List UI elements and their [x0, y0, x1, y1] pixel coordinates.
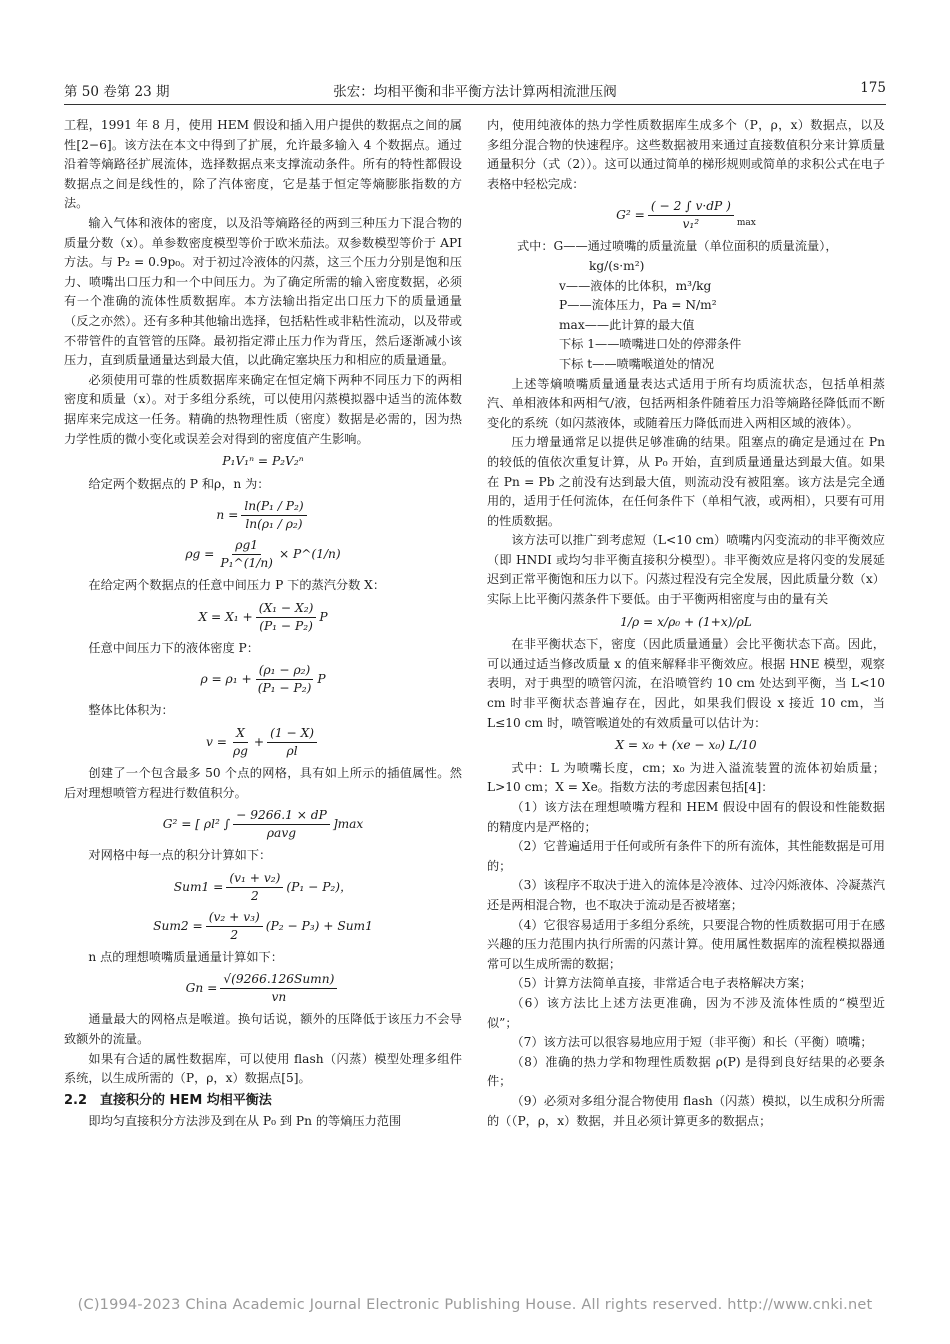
list-item: （4）它很容易适用于多组分系统，只要混合物的性质数据可用于在感兴趣的压力范围内执行所需的闪蒸计算。使用属性数据库的流程模拟器通常可以生成所需的数据；: [487, 917, 885, 971]
eq-numerator: ρg1: [232, 537, 261, 555]
eq-numerator: ( − 2 ∫ v·dP ): [648, 198, 734, 216]
eq-numerator: − 9266.1 × dP: [233, 807, 330, 825]
paragraph: 任意中间压力下的液体密度 P：: [88, 640, 259, 655]
eq-lhs: Sum2 =: [153, 918, 203, 933]
eq-denominator: 2: [230, 927, 239, 942]
definition-line: v——液体的比体积，m³/kg: [559, 278, 712, 293]
eq-denominator: ln(ρ₁ / ρ₂): [245, 517, 303, 532]
paragraph: 给定两个数据点的 P 和ρ，n 为：: [88, 476, 270, 491]
paragraph: 对网格中每一点的积分计算如下：: [88, 848, 272, 863]
eq-rhs: (P₂ − P₃) + Sum1: [265, 918, 373, 933]
list-item: （5）计算方法简单直接，非常适合电子表格解决方案；: [511, 976, 812, 991]
running-title: 张宏：均相平衡和非平衡方法计算两相流泄压阀: [333, 84, 617, 100]
paragraph: 必须使用可靠的性质数据库来确定在恒定熵下两种不同压力下的两相密度和质量（x）。对于多组分系统，可以使用闪蒸模拟器中适当的流体数据库来完成这一任务。精确的热物理性质（密度）数据是必需的，因为热力学性质的微小变化或误差会对得到的密度值产生影响。: [64, 372, 462, 446]
header-rule: [64, 104, 886, 105]
definition-line: 式中：G——通过喷嘴的质量流量（单位面积的质量流量），: [517, 239, 838, 254]
eq-rhs: ]max: [332, 816, 364, 831]
eq-denominator: vn: [271, 990, 287, 1005]
section-heading: 2.2 直接积分的 HEM 均相平衡法: [64, 1092, 272, 1108]
equation-polytropic: P₁V₁ⁿ = P₂V₂ⁿ: [222, 454, 304, 469]
eq-lhs: ρ = ρ₁ +: [200, 672, 252, 687]
eq-numerator: X: [233, 725, 248, 743]
eq-rhs: max: [736, 217, 756, 228]
eq-denominator: 2: [251, 888, 259, 903]
eq-lhs: Gn =: [185, 981, 218, 996]
definition-line: max——此计算的最大值: [559, 317, 695, 332]
eq-numerator: ln(P₁ / P₂): [241, 498, 306, 516]
list-item: （6）该方法比上述方法更准确，因为不涉及流体性质的“模型近似”；: [487, 995, 885, 1030]
eq-numerator: √(9266.126Sumn): [220, 971, 337, 989]
eq-numerator: (X₁ − X₂): [256, 600, 317, 618]
eq-numerator: (1 − X): [267, 725, 317, 743]
eq-lhs: G² = [ ρl² ∫: [162, 816, 231, 831]
list-item: （3）该程序不取决于进入的流体是冷液体、过冷闪烁液体、冷凝蒸汽还是两相混合物，也不取决于流动是否被堵塞；: [487, 878, 885, 912]
equation-rho-g: [64, 537, 462, 572]
eq-rhs: × P^(1/n): [278, 546, 341, 561]
paragraph: 在给定两个数据点的任意中间压力 P 下的蒸汽分数 X：: [88, 578, 386, 593]
page-header: [64, 80, 886, 102]
eq-lhs: v =: [205, 734, 227, 749]
equation-sum2: [64, 909, 462, 944]
eq-numerator: (ρ₁ − ρ₂): [256, 662, 314, 680]
paragraph: 该方法可以推广到考虑短（L<10 cm）喷嘴内闪变流动的非平衡效应（即 HNDI 或均匀非平衡直接积分模型）。非平衡效应是将闪变的发展延迟到正常平衡饱和压力以下。闪蒸过程没有完全发展，因此质量分数（x）实际上比平衡闪蒸条件下要低。由于平衡两相密度与由的量有关: [487, 533, 885, 607]
eq-denominator: v₁²: [682, 217, 700, 232]
eq-denominator: (P₁ − P₂): [259, 618, 313, 633]
definition-line: kg/(s·m²): [589, 258, 645, 273]
eq-operator: +: [253, 734, 265, 749]
paragraph: 如果有合适的属性数据库，可以使用 flash（闪蒸）模型处理多组件系统，以生成所需的（P，ρ，x）数据点[5]。: [64, 1051, 462, 1086]
eq-denominator: ρavg: [266, 826, 297, 841]
eq-lhs: Sum1 =: [173, 879, 224, 894]
eq-denominator: P₁^(1/n): [220, 556, 273, 571]
definition-line: 下标 1——喷嘴进口处的停滞条件: [559, 337, 742, 352]
paragraph: 上述等熵喷嘴质量通量表达式适用于所有均质流状态，包括单相蒸汽、单相液体和两相气/液，包括两相条件随着压力沿等熵路径降低而不断变化的系统（如闪蒸液体，或随着压力降低而进入两相区域的液体）。: [487, 376, 885, 430]
equation-specific-volume: [64, 725, 462, 760]
paragraph: 通量最大的网格点是喉道。换句话说，额外的压降低于该压力不会导致额外的流量。: [64, 1012, 462, 1047]
equation-effective-quality: X = x₀ + (xe − x₀) L/10: [615, 738, 757, 753]
left-column: [64, 116, 462, 1132]
equation-sum1: [64, 870, 462, 905]
eq-rhs: P: [319, 609, 328, 624]
equation-liquid-density: [64, 662, 462, 697]
equation-two-phase-density: 1/ρ = x/ρ₀ + (1+x)/ρL: [620, 614, 752, 629]
list-item: （9）必须对多组分混合物使用 flash（闪蒸）模拟，以生成积分所需的（（P，ρ，x）数据，并且必须计算更多的数据点；: [487, 1093, 885, 1128]
paragraph: 输入气体和液体的密度，以及沿等熵路径的两到三种压力下混合物的质量分数（x）。单参数密度模型等价于欧米茄法。双参数模型等价于 API 方法。与 P₂ = 0.9p₀。对于初过冷液体的闪蒸，这三个压力分别是饱和压力、喷嘴出口压力和一个中间压力。为了确定所需的输入密度数据，必须有一个准确的流体性质数据库。本方法输出指定出口压力下的质量通量（反之亦然）。还有多种其他输出选择，包括粘性或非粘性流动，以及带或不带管件的直管管的压降。最初指定滞止压力作为背压，然后逐渐减小该压力，直到质量通量达到最大值，以此确定塞块压力和相应的质量通量。: [64, 215, 462, 368]
equation-mass-flux-integral: [64, 807, 462, 842]
list-item: （7）该方法可以很容易地应用于短（非平衡）和长（平衡）喷嘴；: [511, 1035, 873, 1050]
eq-denominator: (P₁ − P₂): [257, 681, 312, 696]
paragraph: 压力增量通常足以提供足够准确的结果。阻塞点的确定是通过在 Pn 的较低的值依次重复计算，从 P₀ 开始，直到质量通量达到最大值。如果在 Pn = Pb 之前没有达到最大值，则流动没有被阻塞。该方法是完全通用的，适用于任何流体，在任何条件下（单相气液，或两相），只要有可用的性质数据。: [487, 435, 885, 528]
paragraph: 即均匀直接积分方法涉及到在从 P₀ 到 Pn 的等熵压力范围: [88, 1114, 402, 1129]
equation-n: [64, 498, 462, 533]
paragraph: 在非平衡状态下，密度（因此质量通量）会比平衡状态下高。因此，可以通过适当修改质量 x 的值来解释非平衡效应。根据 HNE 模型，观察表明，对于典型的喷管闪流，在沿喷管约 10 cm 处达到平衡，当 L<10 cm 时非平衡状态普遍存在，因此，如果我们假设 x 接近 10 cm，当 L≤10 cm 时，喷管喉道处的有效质量可以估计为：: [487, 637, 885, 730]
eq-lhs: n =: [216, 507, 239, 522]
definition-line: 下标 t——喷嘴喉道处的情况: [559, 356, 715, 371]
paragraph: 内，使用纯液体的热力学性质数据库生成多个（P，ρ，x）数据点，以及多组分混合物的快速程序。这些数据被用来通过直接数值积分来计算质量通量积分（式（2））。这可以通过简单的梯形规则或简单的求积公式在电子表格中轻松完成：: [487, 118, 885, 191]
paragraph: 式中：L 为喷嘴长度，cm；x₀ 为进入溢流装置的流体初始质量；L>10 cm；X = Xe。指数方法的考虑因素包括[4]：: [487, 760, 885, 795]
symbol-definitions: [487, 237, 885, 374]
copyright-footer: (C)1994-2023 China Academic Journal Electronic Publishing House. All rights reserved. http://www.cnki.net: [77, 1297, 873, 1313]
paragraph: 创建了一个包含最多 50 个点的网格，具有如上所示的插值属性。然后对理想喷管方程进行数值积分。: [64, 766, 462, 800]
eq-denominator: ρg: [232, 744, 248, 759]
paragraph: 工程，1991 年 8 月，使用 HEM 假设和插入用户提供的数据点之间的属性[2−6]。该方法在本文中得到了扩展，允许最多输入 4 个数据点。通过沿着等熵路径扩展流体，选择数据点来支撑流动条件。所有的特性都假设数据点之间是线性的，除了汽体密度，它是基于恒定等熵膨胀指数的方法。: [64, 118, 462, 211]
eq-numerator: (v₂ + v₃): [206, 909, 263, 927]
equation-vapor-fraction: [64, 600, 462, 635]
paragraph: n 点的理想喷嘴质量通量计算如下：: [88, 949, 283, 964]
paragraph: 整体比体积为：: [88, 703, 174, 718]
equation-g-squared: [487, 198, 885, 233]
equation-gn: [64, 971, 462, 1006]
eq-rhs: (P₁ − P₂)，: [286, 879, 353, 894]
eq-numerator: (v₁ + v₂): [226, 870, 283, 888]
right-column: [487, 116, 885, 1131]
list-item: （1）该方法在理想喷嘴方程和 HEM 假设中固有的假设和性能数据的精度内是严格的；: [487, 800, 885, 834]
eq-lhs: ρg =: [185, 546, 215, 561]
journal-issue: 第 50 卷第 23 期: [64, 84, 170, 100]
eq-rhs: P: [317, 672, 326, 687]
eq-denominator: ρl: [286, 744, 298, 759]
page-number: 175: [860, 80, 886, 96]
eq-lhs: X = X₁ +: [198, 609, 253, 624]
list-item: （8）准确的热力学和物理性质数据 ρ(P) 是得到良好结果的必要条件；: [487, 1054, 885, 1089]
eq-lhs: G² =: [616, 208, 645, 223]
list-item: （2）它普遍适用于任何或所有条件下的所有流体，其性能数据是可用的；: [487, 839, 885, 873]
definition-line: P——流体压力，Pa = N/m²: [559, 298, 717, 313]
